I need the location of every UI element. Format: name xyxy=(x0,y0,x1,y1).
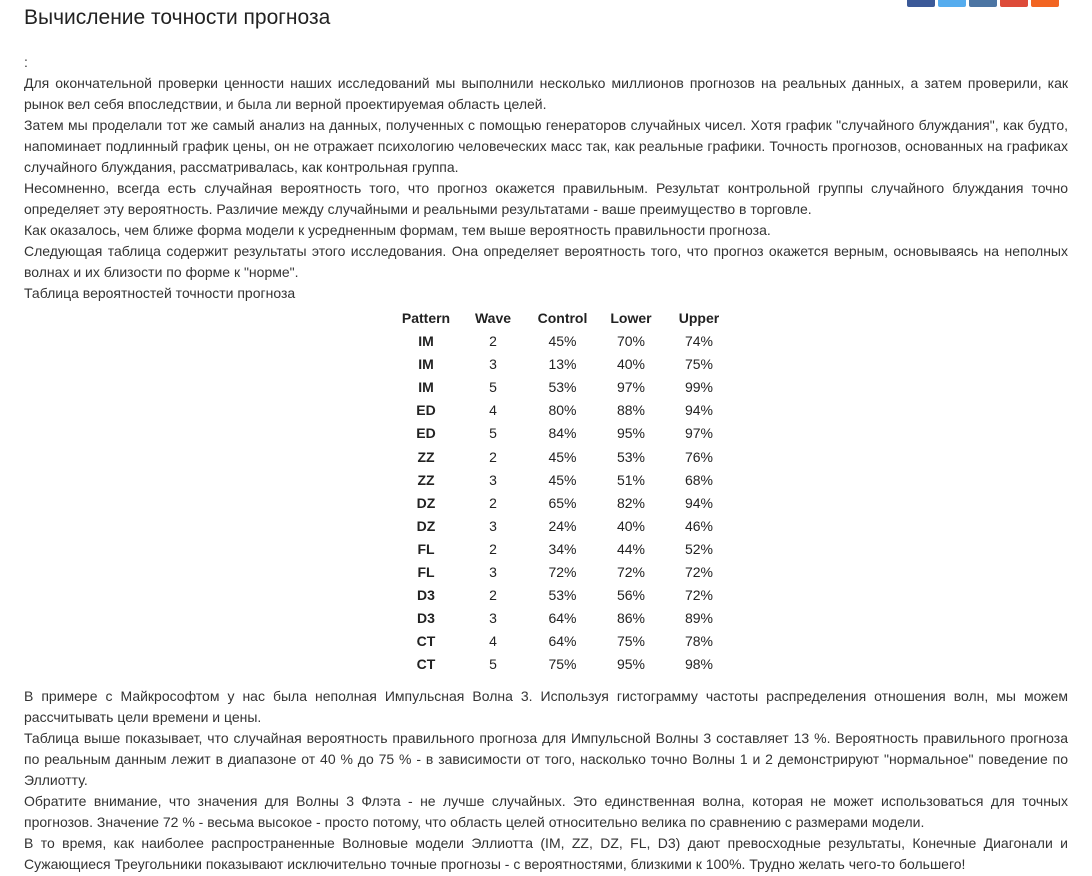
cell-control: 34% xyxy=(548,540,577,557)
lead-mark: : xyxy=(24,54,28,70)
column-header-wave: Wave xyxy=(474,310,512,326)
cell-control: 80% xyxy=(548,402,577,419)
cell-control: 13% xyxy=(548,356,577,373)
page-title: Вычисление точности прогноза xyxy=(24,6,331,29)
table-row xyxy=(400,330,727,353)
cell-pattern: IM xyxy=(418,333,434,350)
cell-upper: 74% xyxy=(684,333,714,350)
cell-pattern: D3 xyxy=(417,587,435,604)
cell-upper: 78% xyxy=(684,633,714,650)
cell-upper: 89% xyxy=(684,610,714,627)
cell-upper: 99% xyxy=(684,379,714,396)
cell-upper: 52% xyxy=(684,540,714,557)
cell-upper: 94% xyxy=(684,402,714,419)
table-row xyxy=(400,630,727,653)
cell-pattern: CT xyxy=(416,633,436,650)
cell-wave: 3 xyxy=(489,517,497,534)
article-paragraph: Обратите внимание, что значения для Волны 3 Флэта - не лучше случайных. Это единственная волна, которая не может использоваться для точных прогнозов. Значение 72 % - весьма высокое - просто потому, что область целей относительно велика по сравнению с размерами модели. xyxy=(24,793,1068,831)
cell-pattern: IM xyxy=(418,356,434,373)
column-header-pattern: Pattern xyxy=(401,310,451,326)
table-caption: Таблица вероятностей точности прогноза xyxy=(24,285,296,301)
cell-control: 45% xyxy=(548,333,577,350)
cell-lower: 86% xyxy=(616,610,646,627)
vk-share-button[interactable] xyxy=(969,0,997,7)
accuracy-table xyxy=(400,307,727,676)
cell-pattern: ED xyxy=(416,425,436,442)
table-row xyxy=(400,353,727,376)
cell-wave: 3 xyxy=(489,563,497,580)
cell-control: 24% xyxy=(548,517,577,534)
cell-lower: 56% xyxy=(616,587,646,604)
cell-control: 53% xyxy=(548,379,577,396)
share-bar xyxy=(907,0,1059,7)
cell-control: 75% xyxy=(548,656,577,673)
cell-wave: 5 xyxy=(489,425,497,442)
cell-wave: 2 xyxy=(489,587,497,604)
table-row xyxy=(400,515,727,538)
cell-wave: 5 xyxy=(489,656,497,673)
twitter-share-button[interactable] xyxy=(938,0,966,7)
article-body xyxy=(24,52,1068,875)
cell-upper: 72% xyxy=(684,587,714,604)
cell-upper: 76% xyxy=(684,448,714,465)
cell-wave: 3 xyxy=(489,610,497,627)
cell-upper: 72% xyxy=(684,563,714,580)
cell-lower: 82% xyxy=(616,494,646,511)
cell-lower: 88% xyxy=(616,402,646,419)
cell-lower: 97% xyxy=(616,379,646,396)
cell-control: 45% xyxy=(548,471,577,488)
cell-upper: 46% xyxy=(684,517,714,534)
cell-pattern: FL xyxy=(417,540,435,557)
article-paragraph: Для окончательной проверки ценности наших исследований мы выполнили несколько миллионов прогнозов на реальных данных, а затем проверили, как рынок вел себя впоследствии, и была ли верной проектируемая область целей. xyxy=(24,75,1068,112)
cell-upper: 75% xyxy=(684,356,714,373)
table-row xyxy=(400,376,727,399)
after-table-section xyxy=(24,686,1068,875)
cell-control: 72% xyxy=(548,563,577,580)
cell-upper: 68% xyxy=(684,471,714,488)
cell-wave: 4 xyxy=(489,633,497,650)
cell-upper: 98% xyxy=(684,656,714,673)
table-row xyxy=(400,607,727,630)
cell-lower: 40% xyxy=(616,517,646,534)
table-row xyxy=(400,445,727,468)
table-row xyxy=(400,422,727,445)
cell-wave: 5 xyxy=(489,379,497,396)
cell-control: 64% xyxy=(548,633,577,650)
article-paragraph: В то время, как наиболее распространенные Волновые модели Эллиотта (IM, ZZ, DZ, FL, D3) дают превосходные результаты, Конечные Диагонали и Сужающиеся Треугольники показывают исключительно точные прогнозы - с вероятностями, близкими к 100%. Трудно желать чего-то большего! xyxy=(24,835,1068,873)
cell-wave: 2 xyxy=(489,494,497,511)
cell-wave: 3 xyxy=(489,356,497,373)
table-row xyxy=(400,399,727,422)
article-paragraph: Как оказалось, чем ближе форма модели к усредненным формам, тем выше вероятность правильности прогноза. xyxy=(24,222,771,238)
cell-pattern: DZ xyxy=(416,517,436,534)
article-paragraph: Таблица выше показывает, что случайная вероятность правильного прогноза для Импульсной Волны 3 составляет 13 %. Вероятность правильного прогноза по реальным данным лежит в диапазоне от 40 % до 75 % - в зависимости от того, насколько точно Волны 1 и 2 демонстрируют "нормальное" поведение по Эллиотту. xyxy=(24,730,1068,789)
cell-wave: 2 xyxy=(489,333,497,350)
article-paragraph: Несомненно, всегда есть случайная вероятность того, что прогноз окажется правильным. Результат контрольной группы случайного блуждания точно определяет эту вероятность. Различие между случайными и реальными результатами - ваше преимущество в торговле. xyxy=(24,180,1068,217)
cell-pattern: DZ xyxy=(416,494,436,511)
cell-pattern: D3 xyxy=(417,610,435,627)
cell-lower: 40% xyxy=(616,356,646,373)
cell-lower: 70% xyxy=(616,333,646,350)
cell-pattern: ZZ xyxy=(417,471,435,488)
table-row xyxy=(400,538,727,561)
facebook-share-button[interactable] xyxy=(907,0,935,7)
table-row xyxy=(400,492,727,515)
column-header-upper: Upper xyxy=(678,310,720,326)
table-row xyxy=(400,584,727,607)
column-header-control: Control xyxy=(537,310,588,326)
cell-pattern: IM xyxy=(418,379,434,396)
cell-lower: 95% xyxy=(616,425,646,442)
table-row xyxy=(400,469,727,492)
cell-pattern: FL xyxy=(417,563,435,580)
cell-pattern: CT xyxy=(416,656,436,673)
cell-control: 65% xyxy=(548,494,577,511)
rss-share-button[interactable] xyxy=(1031,0,1059,7)
cell-lower: 95% xyxy=(616,656,646,673)
cell-upper: 97% xyxy=(684,425,714,442)
cell-lower: 51% xyxy=(616,471,646,488)
cell-pattern: ZZ xyxy=(417,448,435,465)
table-row xyxy=(400,561,727,584)
cell-control: 64% xyxy=(548,610,577,627)
cell-control: 45% xyxy=(548,448,577,465)
table-body xyxy=(400,330,727,676)
google-plus-share-button[interactable] xyxy=(1000,0,1028,7)
cell-pattern: ED xyxy=(416,402,436,419)
cell-upper: 94% xyxy=(684,494,714,511)
table-row xyxy=(400,653,727,676)
cell-lower: 72% xyxy=(616,563,646,580)
cell-lower: 44% xyxy=(616,540,646,557)
cell-wave: 4 xyxy=(489,402,497,419)
cell-control: 53% xyxy=(548,587,577,604)
cell-lower: 75% xyxy=(616,633,646,650)
article-paragraph: В примере с Майкрософтом у нас была неполная Импульсная Волна 3. Используя гистограмму частоты распределения отношения волн, мы можем рассчитывать цели времени и цены. xyxy=(24,688,1068,726)
article-paragraph: Следующая таблица содержит результаты этого исследования. Она определяет вероятность того, что прогноз окажется верным, основываясь на неполных волнах и их близости по форме к "норме". xyxy=(24,243,1068,280)
cell-wave: 3 xyxy=(489,471,497,488)
table-header-row xyxy=(400,307,727,330)
column-header-lower: Lower xyxy=(610,310,652,326)
cell-lower: 53% xyxy=(616,448,646,465)
cell-wave: 2 xyxy=(489,540,497,557)
cell-control: 84% xyxy=(548,425,577,442)
cell-wave: 2 xyxy=(489,448,497,465)
article-paragraph: Затем мы проделали тот же самый анализ на данных, полученных с помощью генераторов случайных чисел. Хотя график "случайного блуждания", как будто, напоминает подлинный график цены, он не отражает психологию человеческих масс так, как реальные графики. Точность прогнозов, основанных на графиках случайного блуждания, рассматривалась, как контрольная группа. xyxy=(24,117,1068,175)
